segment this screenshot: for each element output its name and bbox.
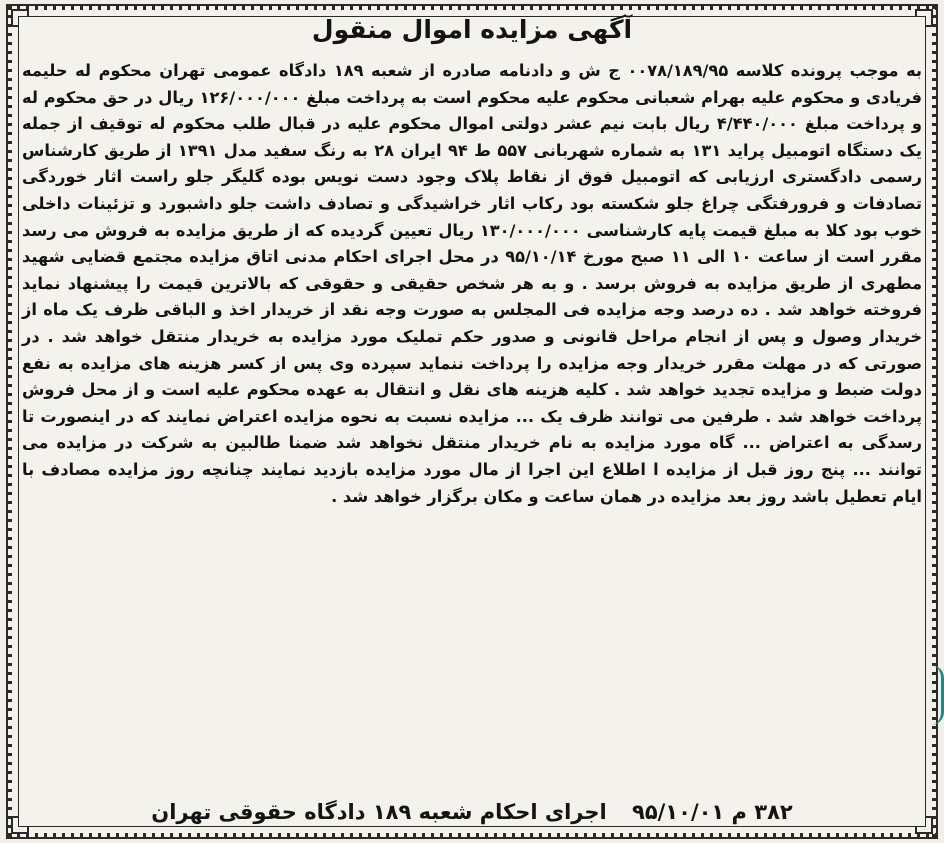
- notice-issuer: اجرای احکام شعبه ۱۸۹ دادگاه حقوقی تهران: [151, 800, 607, 824]
- notice-footer: [60, 797, 884, 827]
- edge-mark: [931, 665, 944, 725]
- notice-reference-number: ۳۸۲ م ۹۵/۱۰/۰۱: [632, 800, 793, 824]
- notice-body: به موجب پرونده کلاسه ۰۰۷۸/۱۸۹/۹۵ ج ش و دادنامه صادره از شعبه ۱۸۹ دادگاه عمومی تهران محکوم له حلیمه فریادی و محکوم علیه بهرام شعبانی محکوم علیه محکوم است به پرداخت مبلغ ۱۲۶/۰۰۰/۰۰۰ ریال در حق محکوم له و پرداخت مبلغ ۴/۴۴۰/۰۰۰ ریال بابت نیم عشر دولتی اموال محکوم علیه در قبال طلب محکوم له توقیف از جمله یک دستگاه اتومبیل پراید ۱۳۱ به شماره شهربانی ۵۵۷ ط ۹۴ ایران ۲۸ به رنگ سفید مدل ۱۳۹۱ از طریق کارشناس رسمی دادگستری ارزیابی که اتومبیل فوق از نقاط پلاک وجود دست نویس بوده گلیگر جلو راست اثار خوردگی تصادفات و فرورفتگی چراغ جلو شکسته بود رکاب اثار خراشیدگی و تصادف داشت جلو داشبورد و تزئینات داخلی خوب بود کلا به مبلغ قیمت پایه کارشناسی ۱۳۰/۰۰۰/۰۰۰ ریال تعیین گردیده که از طریق مزایده به فروش می رسد مقرر است از ساعت ۱۰ الی ۱۱ صبح مورخ ۹۵/۱۰/۱۴ در محل اجرای احکام مدنی اتاق مزایده مجتمع قضایی شهید مطهری از طریق مزایده به فروش برسد . و به هر شخص حقیقی و حقوقی که بالاترین قیمت را پیشنهاد نماید فروخته خواهد شد . ده درصد وجه مزایده فی المجلس به صورت وجه نقد از خریدار اخذ و الباقی ظرف یک ماه از خریدار وصول و پس از انجام مراحل قانونی و صدور حکم تملیک مورد مزایده به خریدار منتقل خواهد شد . در صورتی که در مهلت مقرر خریدار وجه مزایده را پرداخت ننماید سپرده وی پس از کسر هزینه های مزایده به نفع دولت ضبط و مزایده تجدید خواهد شد . کلیه هزینه های نقل و انتقال به عهده محکوم علیه است و از محل فروش پرداخت خواهد شد . طرفین می توانند ظرف یک ... مزایده نسبت به نحوه مزایده اعتراض نمایند که در اینصورت تا رسدگی به اعتراض ... گاه مورد مزایده به نام خریدار منتقل نخواهد شد ضمنا طالبین به شرکت در مزایده می توانند ... پنج روز قبل از مزایده ا اطلاع این اجرا از مال مورد مزایده بازدید نمایند چنانچه روز مزایده مصادف با ایام تعطیل باشد روز بعد مزایده در همان ساعت و مکان برگزار خواهد شد .: [22, 61, 923, 506]
- notice-title: آگهی مزایده اموال منقول: [311, 15, 633, 44]
